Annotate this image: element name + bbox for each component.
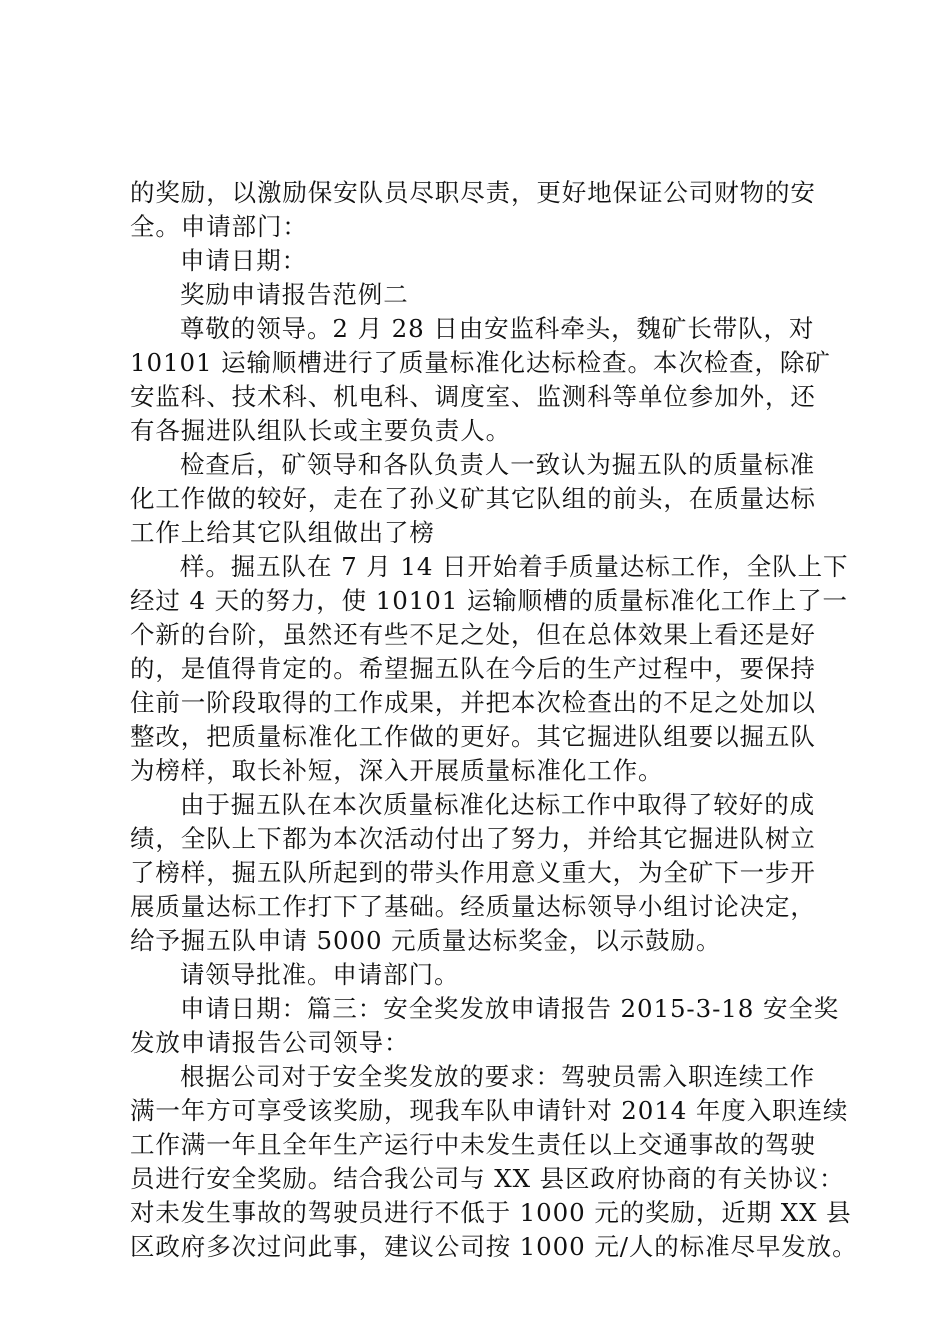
text-line: 工作上给其它队组做出了榜 [130, 518, 435, 547]
text-line: 申请日期：篇三：安全奖发放申请报告 2015-3-18 安全奖 [180, 994, 840, 1023]
text-line: 工作满一年且全年生产运行中未发生责任以上交通事故的驾驶 [130, 1130, 816, 1159]
text-line: 由于掘五队在本次质量标准化达标工作中取得了较好的成 [180, 790, 815, 819]
text-line: 给予掘五队申请 5000 元质量达标奖金，以示鼓励。 [130, 926, 722, 955]
text-line: 员进行安全奖励。结合我公司与 XX 县区政府协商的有关协议： [130, 1164, 845, 1193]
text-line: 10101 运输顺槽进行了质量标准化达标检查。本次检查，除矿 [130, 348, 831, 377]
text-line: 的奖励，以激励保安队员尽职尽责，更好地保证公司财物的安 [130, 178, 816, 207]
text-line: 请领导批准。申请部门。 [180, 960, 460, 989]
text-line: 个新的台阶，虽然还有些不足之处，但在总体效果上看还是好 [130, 620, 816, 649]
text-line: 绩，全队上下都为本次活动付出了努力，并给其它掘进队树立 [130, 824, 816, 853]
text-line: 申请日期： [180, 246, 307, 275]
text-line: 全。申请部门： [130, 212, 308, 241]
text-line: 有各掘进队组队长或主要负责人。 [130, 416, 511, 445]
text-line: 了榜样，掘五队所起到的带头作用意义重大，为全矿下一步开 [130, 858, 816, 887]
text-line: 安监科、技术科、机电科、调度室、监测科等单位参加外，还 [130, 382, 816, 411]
text-line: 对未发生事故的驾驶员进行不低于 1000 元的奖励，近期 XX 县 [130, 1198, 852, 1227]
text-line: 展质量达标工作打下了基础。经质量达标领导小组讨论决定， [130, 892, 816, 921]
text-line: 经过 4 天的努力，使 10101 运输顺槽的质量标准化工作上了一 [130, 586, 848, 615]
text-line: 住前一阶段取得的工作成果，并把本次检查出的不足之处加以 [130, 688, 816, 717]
text-line: 尊敬的领导。2 月 28 日由安监科牵头，魏矿长带队，对 [180, 314, 815, 343]
text-line: 整改，把质量标准化工作做的更好。其它掘进队组要以掘五队 [130, 722, 816, 751]
text-line: 区政府多次过问此事，建议公司按 1000 元/人的标准尽早发放。 [130, 1232, 858, 1261]
text-line: 检查后，矿领导和各队负责人一致认为掘五队的质量标准 [180, 450, 815, 479]
text-line: 发放申请报告公司领导： [130, 1028, 410, 1057]
text-line: 的，是值得肯定的。希望掘五队在今后的生产过程中，要保持 [130, 654, 816, 683]
text-line: 化工作做的较好，走在了孙义矿其它队组的前头，在质量达标 [130, 484, 816, 513]
text-line: 样。掘五队在 7 月 14 日开始着手质量达标工作，全队上下 [180, 552, 849, 581]
section-heading: 奖励申请报告范例二 [180, 280, 409, 309]
text-line: 满一年方可享受该奖励，现我车队申请针对 2014 年度入职连续 [130, 1096, 849, 1125]
text-line: 根据公司对于安全奖发放的要求：驾驶员需入职连续工作 [180, 1062, 815, 1091]
text-line: 为榜样，取长补短，深入开展质量标准化工作。 [130, 756, 664, 785]
